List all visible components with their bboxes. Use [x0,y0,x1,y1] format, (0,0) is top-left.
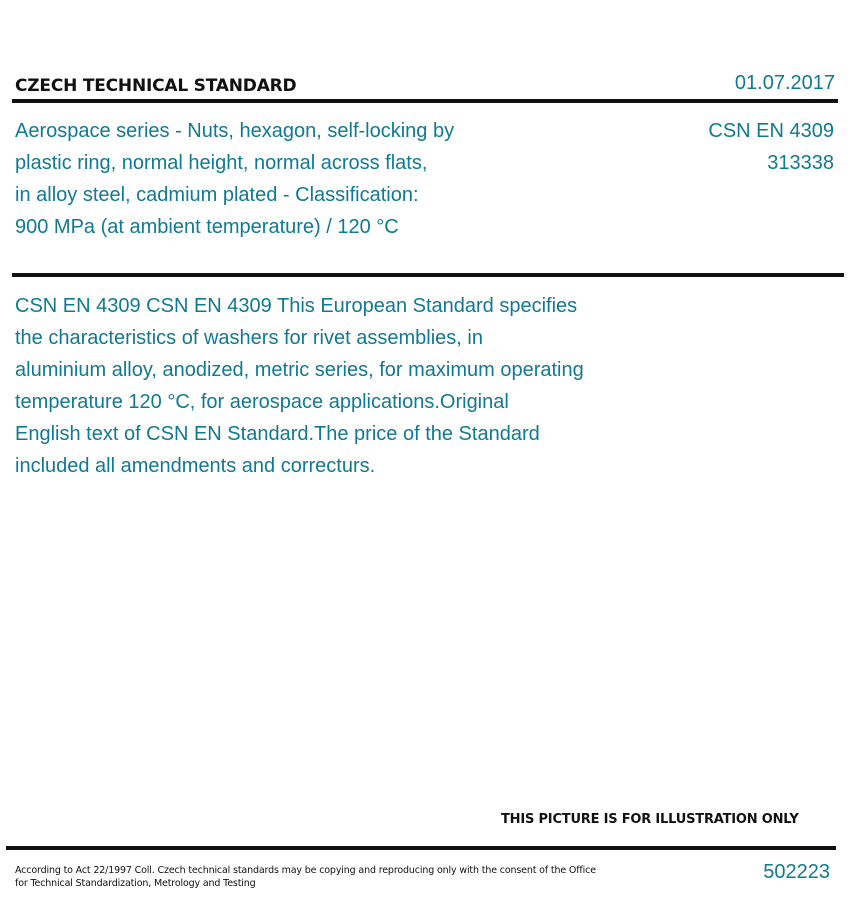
legal-notice [15,864,596,890]
legal-line: for Technical Standardization, Metrology and Testing [15,878,256,889]
description-line: included all amendments and correcturs. [15,455,376,477]
standard-title-line: plastic ring, normal height, normal across flats, [15,152,428,174]
middle-divider [12,273,844,277]
description-line: English text of CSN EN Standard.The price of the Standard [15,423,540,445]
description-line: aluminium alloy, anodized, metric series, for maximum operating [15,359,584,381]
document-number: 502223 [763,861,830,883]
standard-title-line: Aerospace series - Nuts, hexagon, self-locking by [15,120,455,142]
bottom-divider [6,846,836,850]
description-line: the characteristics of washers for rivet assemblies, in [15,327,483,349]
standard-identifiers [708,115,834,179]
publication-date: 01.07.2017 [734,72,835,94]
description-line: CSN EN 4309 CSN EN 4309 This European Standard specifies [15,295,578,317]
catalog-number: 313338 [767,152,834,174]
legal-line: According to Act 22/1997 Coll. Czech technical standards may be copying and reproducing only with the consent of the Office [15,865,596,876]
document-header-title: CZECH TECHNICAL STANDARD [15,76,297,96]
standard-description [15,290,584,482]
standard-title [15,115,454,243]
standard-title-line: in alloy steel, cadmium plated - Classification: [15,184,419,206]
standard-code: CSN EN 4309 [708,120,834,142]
standard-title-line: 900 MPa (at ambient temperature) / 120 °C [15,216,399,238]
description-line: temperature 120 °C, for aerospace applications.Original [15,391,509,413]
top-divider [12,99,838,103]
illustration-note: THIS PICTURE IS FOR ILLUSTRATION ONLY [501,812,799,827]
